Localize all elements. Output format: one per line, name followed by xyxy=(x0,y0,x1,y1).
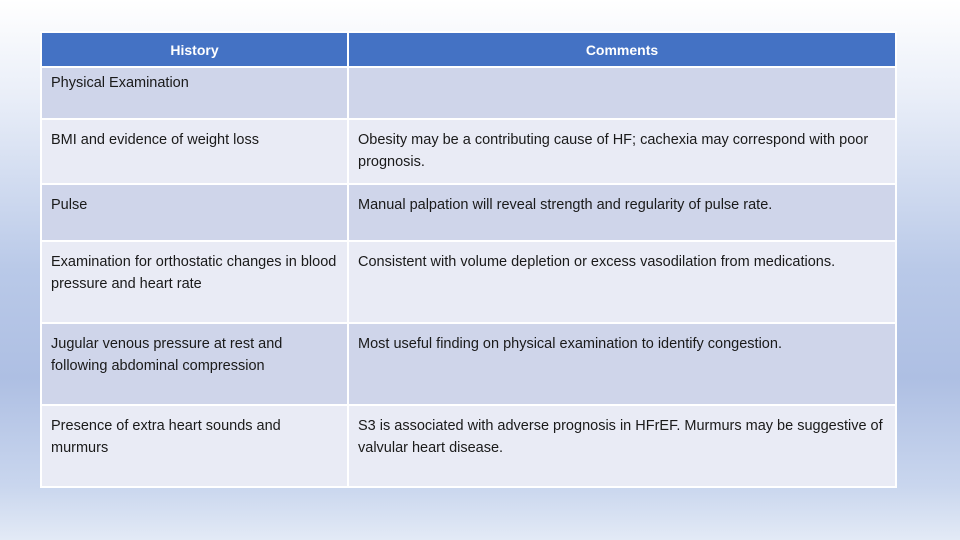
row-comment-bmi: Obesity may be a contributing cause of HF; cachexia may correspond with poor prognosis. xyxy=(348,119,896,184)
table-header-row xyxy=(41,32,896,67)
row-item-pulse: Pulse xyxy=(41,184,348,241)
row-item-heart-sounds: Presence of extra heart sounds and murmurs xyxy=(41,405,348,487)
table-row xyxy=(41,241,896,323)
table-row xyxy=(41,119,896,184)
row-comment-jvp: Most useful finding on physical examination to identify congestion. xyxy=(348,323,896,405)
section-label: Physical Examination xyxy=(41,67,348,119)
table-row xyxy=(41,184,896,241)
physical-exam-table xyxy=(40,31,897,488)
header-comments: Comments xyxy=(348,32,896,67)
section-empty-cell xyxy=(348,67,896,119)
table-row xyxy=(41,323,896,405)
row-item-bmi: BMI and evidence of weight loss xyxy=(41,119,348,184)
row-comment-pulse: Manual palpation will reveal strength and regularity of pulse rate. xyxy=(348,184,896,241)
row-comment-heart-sounds: S3 is associated with adverse prognosis in HFrEF. Murmurs may be suggestive of valvular heart disease. xyxy=(348,405,896,487)
row-item-jvp: Jugular venous pressure at rest and following abdominal compression xyxy=(41,323,348,405)
table-row xyxy=(41,405,896,487)
physical-exam-table-container xyxy=(40,31,895,488)
header-history: History xyxy=(41,32,348,67)
row-comment-orthostatic: Consistent with volume depletion or excess vasodilation from medications. xyxy=(348,241,896,323)
section-row xyxy=(41,67,896,119)
row-item-orthostatic: Examination for orthostatic changes in blood pressure and heart rate xyxy=(41,241,348,323)
